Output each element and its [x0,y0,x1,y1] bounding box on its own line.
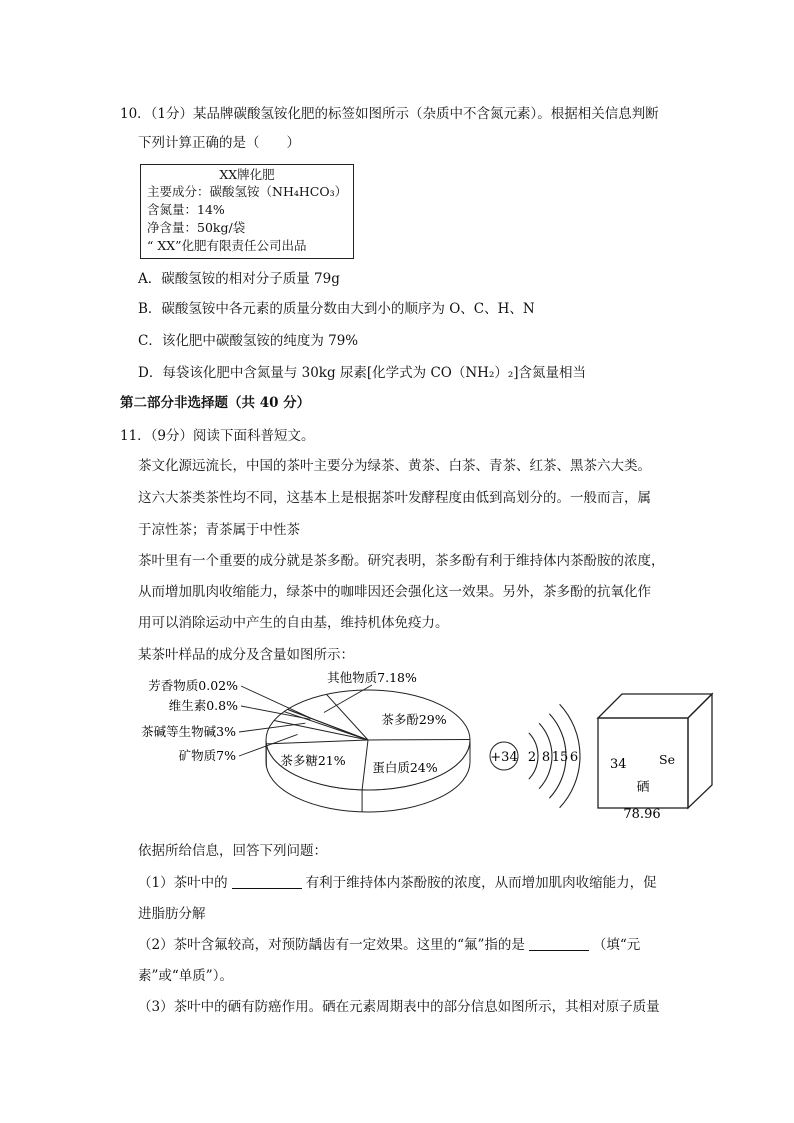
q11-sub2-line2: 素”或“单质”）。 [138,968,233,984]
electron-shells [528,704,580,808]
answer-blank-1[interactable] [232,874,302,889]
q11-para-line: 茶叶里有一个重要的成分就是茶多酚。研究表明，茶多酚有利于维持体内茶酚胺的浓度， [138,553,665,569]
electron-count: 15 [551,750,569,765]
option-d[interactable]: D．每袋该化肥中含氮量与 30kg 尿素[化学式为 CO（NH₂）₂]含氮量相当 [138,365,587,381]
q11-sub1-line2: 进脂肪分解 [138,906,206,922]
section-heading: 第二部分非选择题（共 40 分） [120,395,311,411]
pie-slice-divider [368,739,470,740]
q11-sub3-line1: （3）茶叶中的硒有防癌作用。硒在元素周期表中的部分信息如图所示，其相对原子质量 [138,999,660,1015]
q11-para-line: 茶文化源远流长，中国的茶叶主要分为绿茶、黄茶、白茶、青茶、红茶、黑茶六大类。 [138,458,651,474]
element-name: 硒 [636,780,650,795]
pie-label: 蛋白质24% [372,760,438,775]
label-ingredient: 主要成分：碳酸氢铵（NH₄HCO₃） [147,184,348,199]
q10-stem-line2: 下列计算正确的是（ ） [138,135,300,151]
q11-follow: 依据所给信息，回答下列问题： [138,843,327,859]
figure-area [0,660,794,830]
element-number: 34 [610,757,627,772]
pie-label: 其他物质7.18% [327,670,417,685]
option-b[interactable]: B．碳酸氢铵中各元素的质量分数由大到小的顺序为 O、C、H、N [138,301,535,317]
q11-para-line: 这六大茶类茶性均不同，这基本上是根据茶叶发酵程度由低到高划分的。一般而言，属 [138,490,651,506]
label-maker: “ XX”化肥有限责任公司出品 [147,238,307,253]
pie-chart [141,670,470,812]
pie-label: 矿物质7% [178,748,236,763]
element-cell [598,694,712,822]
q10-stem-line1: 10．（1分）某品牌碳酸氢铵化肥的标签如图所示（杂质中不含氮元素）。根据相关信息判断 [120,106,659,122]
element-mass: 78.96 [623,807,661,822]
answer-blank-2[interactable] [529,936,589,951]
electron-count: 2 [527,750,537,765]
electron-count: 6 [569,750,579,765]
q11-sub1-line1: （1）茶叶中的 有利于维持体内茶酚胺的浓度，从而增加肌肉收缩能力，促 [138,875,657,891]
label-net: 净含量：50kg/袋 [147,220,246,235]
electron-count: 8 [541,750,551,765]
fertilizer-label [140,164,354,259]
label-title: XX牌化肥 [219,167,275,182]
atom-nucleus-charge: +34 [490,750,518,765]
pie-label: 茶多酚29% [381,712,447,727]
q11-para-line: 于凉性茶；青茶属于中性茶 [138,522,300,538]
pie-label: 茶碱等生物碱3% [141,724,236,739]
q11-intro: 11．（9分）阅读下面科普短文。 [120,428,315,444]
q11-para-line: 某茶叶样品的成分及含量如图所示： [138,647,354,663]
q11-para-line: 用可以消除运动中产生的自由基，维持机体免疫力。 [138,615,449,631]
option-a[interactable]: A．碳酸氢铵的相对分子质量 79g [138,271,340,287]
option-c[interactable]: C．该化肥中碳酸氢铵的纯度为 79% [138,333,359,349]
q11-para-line: 从而增加肌肉收缩能力，绿茶中的咖啡因还会强化这一效果。另外，茶多酚的抗氧化作 [138,584,651,600]
atom-structure-diagram [490,704,580,808]
pie-label: 芳香物质0.02% [148,678,238,693]
pie-label: 维生素0.8% [168,698,238,713]
label-nitrogen: 含氮量：14% [147,202,225,217]
pie-label: 茶多糖21% [280,753,346,768]
q11-sub2-line1: （2）茶叶含氟较高，对预防龋齿有一定效果。这里的“氟”指的是 （填“元 [138,937,641,953]
element-symbol: Se [659,752,675,767]
